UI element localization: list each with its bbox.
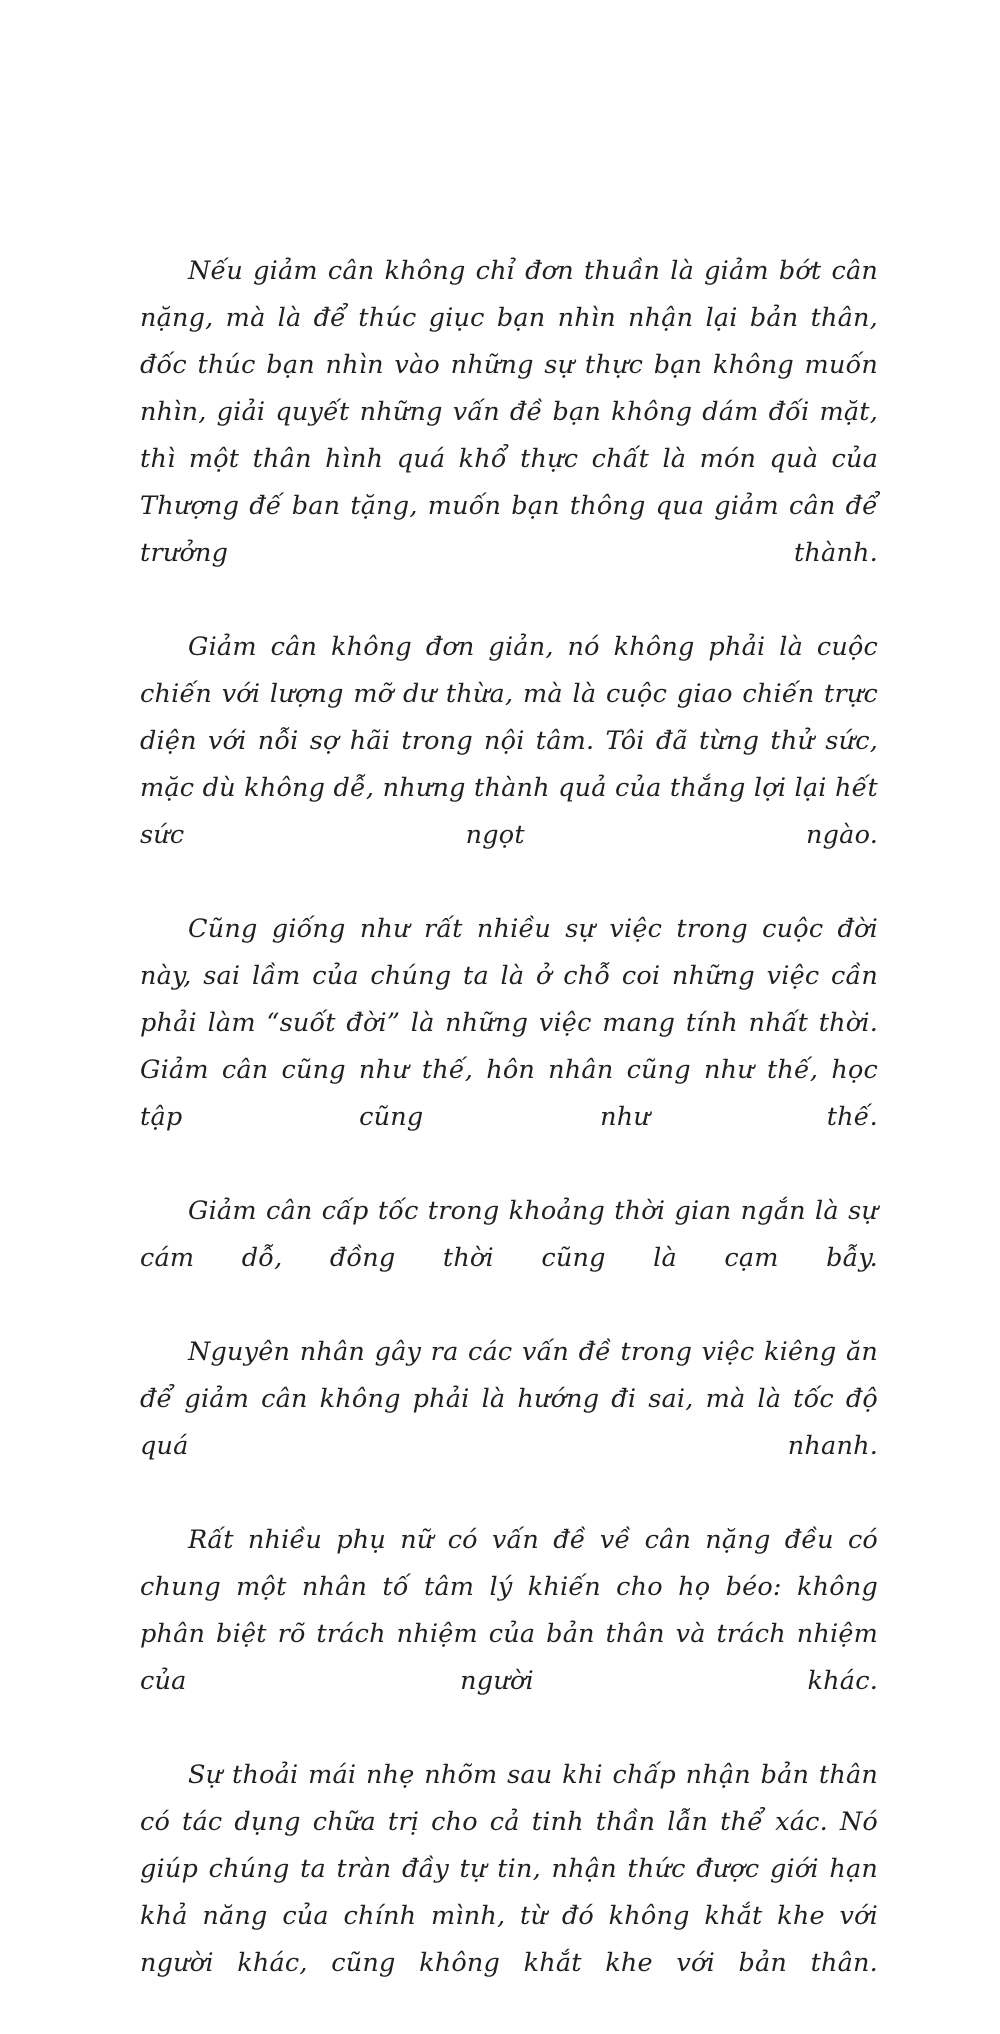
paragraph: Giảm cân không đơn giản, nó không phải là cuộc chiến với lượng mỡ dư thừa, mà là cuộc giao chiến trực diện với nỗi sợ hãi trong nội tâm. Tôi đã từng thử sức, mặc dù không dễ, nhưng thành quả của thắng lợi lại hết sức ngọt ngào.	[140, 632, 878, 850]
paragraph: Sự thoải mái nhẹ nhõm sau khi chấp nhận bản thân có tác dụng chữa trị cho cả tinh thần lẫn thể xác. Nó giúp chúng ta tràn đầy tự tin, nhận thức được giới hạn khả năng của chính mình, từ đó không khắt khe với người khác, cũng không khắt khe với bản thân.	[140, 1760, 878, 1978]
body-text-block	[140, 248, 878, 2034]
paragraph: Nguyên nhân gây ra các vấn đề trong việc kiêng ăn để giảm cân không phải là hướng đi sai, mà là tốc độ quá nhanh.	[140, 1337, 878, 1461]
paragraph: Cũng giống như rất nhiều sự việc trong cuộc đời này, sai lầm của chúng ta là ở chỗ coi những việc cần phải làm “suốt đời” là những việc mang tính nhất thời. Giảm cân cũng như thế, hôn nhân cũng như thế, học tập cũng như thế.	[140, 914, 878, 1132]
paragraph: Giảm cân cấp tốc trong khoảng thời gian ngắn là sự cám dỗ, đồng thời cũng là cạm bẫy.	[140, 1196, 878, 1273]
paragraph: Rất nhiều phụ nữ có vấn đề về cân nặng đều có chung một nhân tố tâm lý khiến cho họ béo: không phân biệt rõ trách nhiệm của bản thân và trách nhiệm của người khác.	[140, 1525, 878, 1696]
paragraph: Nếu giảm cân không chỉ đơn thuần là giảm bớt cân nặng, mà là để thúc giục bạn nhìn nhận lại bản thân, đốc thúc bạn nhìn vào những sự thực bạn không muốn nhìn, giải quyết những vấn đề bạn không dám đối mặt, thì một thân hình quá khổ thực chất là món quà của Thượng đế ban tặng, muốn bạn thông qua giảm cân để trưởng thành.	[140, 256, 878, 568]
